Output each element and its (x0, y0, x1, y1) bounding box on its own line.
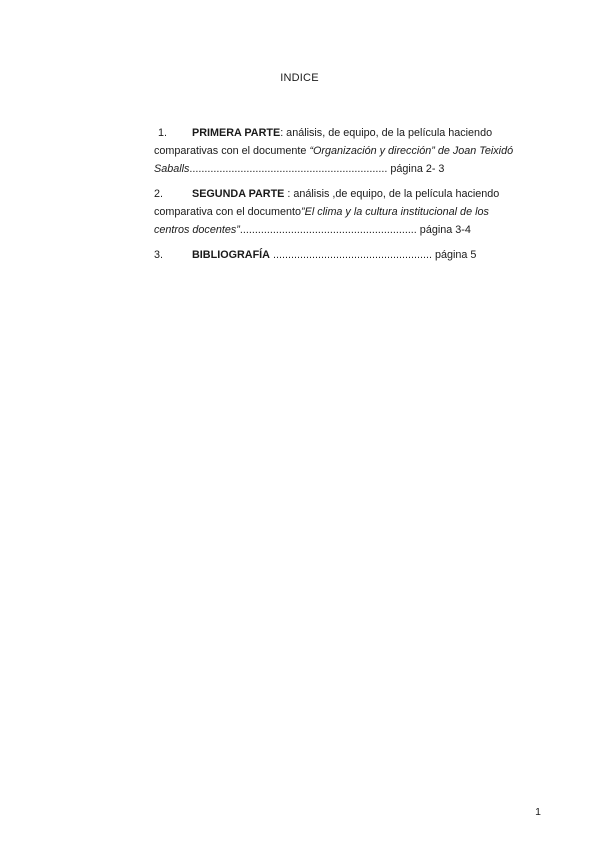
page-number: 1 (535, 806, 541, 818)
toc-entry-primera-parte (154, 124, 514, 178)
toc-entry-document-title: “Organización y dirección” de Joan Teixidó Saballs (154, 145, 514, 175)
toc-entry-leader: .................................................................. (189, 163, 388, 175)
toc-entry-description: : análisis ,de equipo, de la película haciendo comparativa con el documento (154, 188, 500, 218)
toc-entry-leader: ........................................................... (239, 224, 417, 236)
toc-entry-segunda-parte (154, 185, 514, 239)
toc-entry-page-ref: página 2- 3 (387, 163, 445, 175)
toc-entry-number: 2. (154, 188, 164, 200)
toc-entry-heading: SEGUNDA PARTE (192, 188, 285, 200)
toc-entry-description: : análisis, de equipo, de la película haciendo comparativas con el documente (154, 127, 493, 157)
toc-entry-bibliografia (154, 246, 514, 264)
toc-entry-number: 1. (158, 127, 168, 139)
toc-entry-heading: BIBLIOGRAFÍA (192, 249, 270, 261)
toc-entry-document-title: ”El clima y la cultura institucional de los centros docentes” (154, 206, 489, 236)
page-title: INDICE (280, 72, 319, 84)
toc-entry-page-ref: página 5 (431, 249, 477, 261)
toc-entry-page-ref: página 3-4 (416, 224, 471, 236)
toc-entry-leader: ..................................................... (269, 249, 432, 261)
toc-entry-heading: PRIMERA PARTE (192, 127, 281, 139)
toc-entry-number: 3. (154, 249, 164, 261)
